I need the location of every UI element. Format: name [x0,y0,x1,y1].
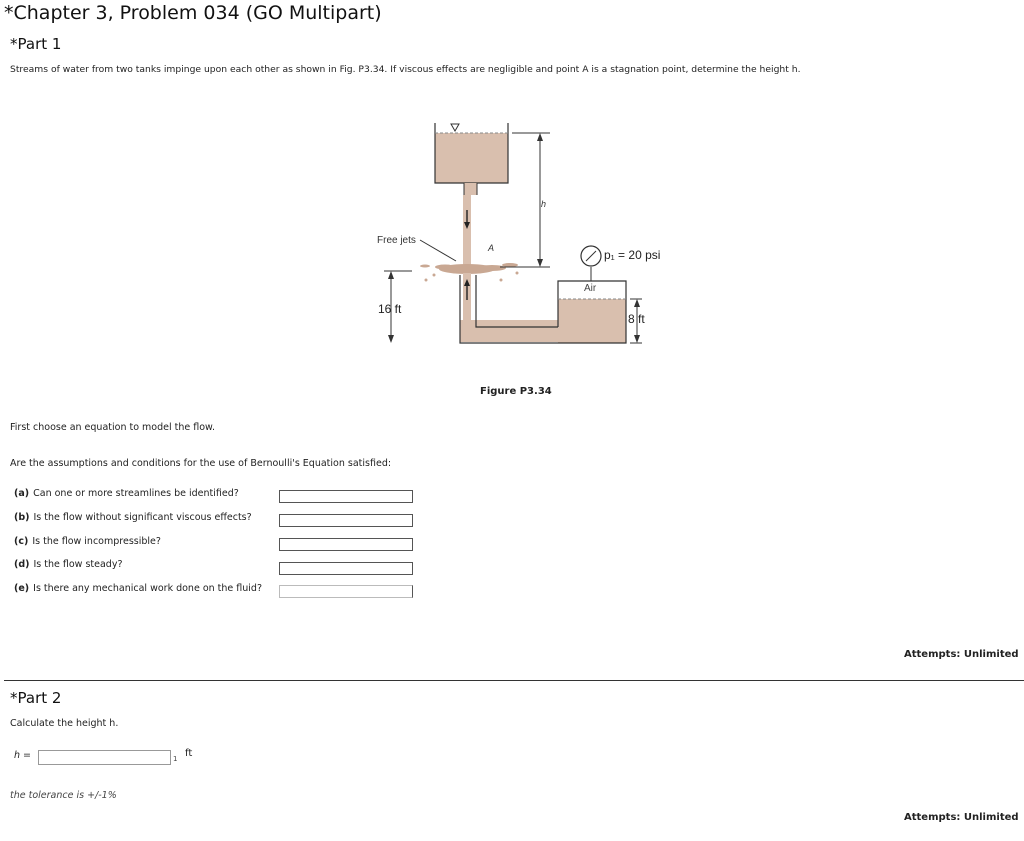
question-a [14,488,239,499]
figure-p3-34 [360,115,680,375]
air-label: Air [584,283,597,294]
question-c [14,536,161,547]
question-tag: (b) [14,512,30,523]
question-tag: (e) [14,583,30,594]
part2-attempts: Attempts: Unlimited [904,812,1019,823]
answer-input-c[interactable] [279,538,413,551]
cursor-mark: 1 [173,755,178,763]
tolerance-note: the tolerance is +/-1% [10,790,117,801]
p1-label: p₁ = 20 psi [604,248,661,262]
answer-input-a[interactable] [279,490,413,503]
question-text: Is there any mechanical work done on the fluid? [33,583,262,594]
answer-input-d[interactable] [279,562,413,575]
unit-label: ft [185,748,193,759]
answer-input-b[interactable] [279,514,413,527]
figure-caption: Figure P3.34 [480,386,552,397]
question-text: Is the flow incompressible? [32,536,161,547]
question-text: Can one or more streamlines be identified? [33,488,239,499]
h-label: h [541,199,547,209]
chapter-title: *Chapter 3, Problem 034 (GO Multipart) [4,2,382,24]
question-e [14,583,262,594]
part2-prompt: Calculate the height h. [10,718,119,729]
h-input-label: h = [14,750,32,761]
question-d [14,559,123,570]
assumptions-text: Are the assumptions and conditions for the use of Bernoulli's Equation satisfied: [10,458,392,469]
choose-equation-text: First choose an equation to model the flow. [10,422,215,433]
question-text: Is the flow without significant viscous effects? [33,512,252,523]
question-tag: (c) [14,536,29,547]
section-divider [4,680,1024,681]
upper-tank [435,123,508,195]
height-input[interactable] [38,750,171,765]
dim-8-label: 8 ft [628,312,645,326]
point-a-label: A [488,243,495,253]
bottom-pipe [460,275,558,343]
answer-input-e[interactable] [279,585,413,598]
dim-16-label: 16 ft [378,302,402,316]
part2-title: *Part 2 [10,689,62,707]
part1-attempts: Attempts: Unlimited [904,649,1019,660]
down-jet [463,195,471,265]
question-b [14,512,252,523]
free-jets-label: Free jets [377,235,416,246]
problem-statement: Streams of water from two tanks impinge upon each other as shown in Fig. P3.34. If viscous effects are negligible and point A is a stagnation point, determine the height h. [10,64,801,75]
question-tag: (d) [14,559,30,570]
part1-title: *Part 1 [10,35,62,53]
question-tag: (a) [14,488,30,499]
question-text: Is the flow steady? [33,559,123,570]
